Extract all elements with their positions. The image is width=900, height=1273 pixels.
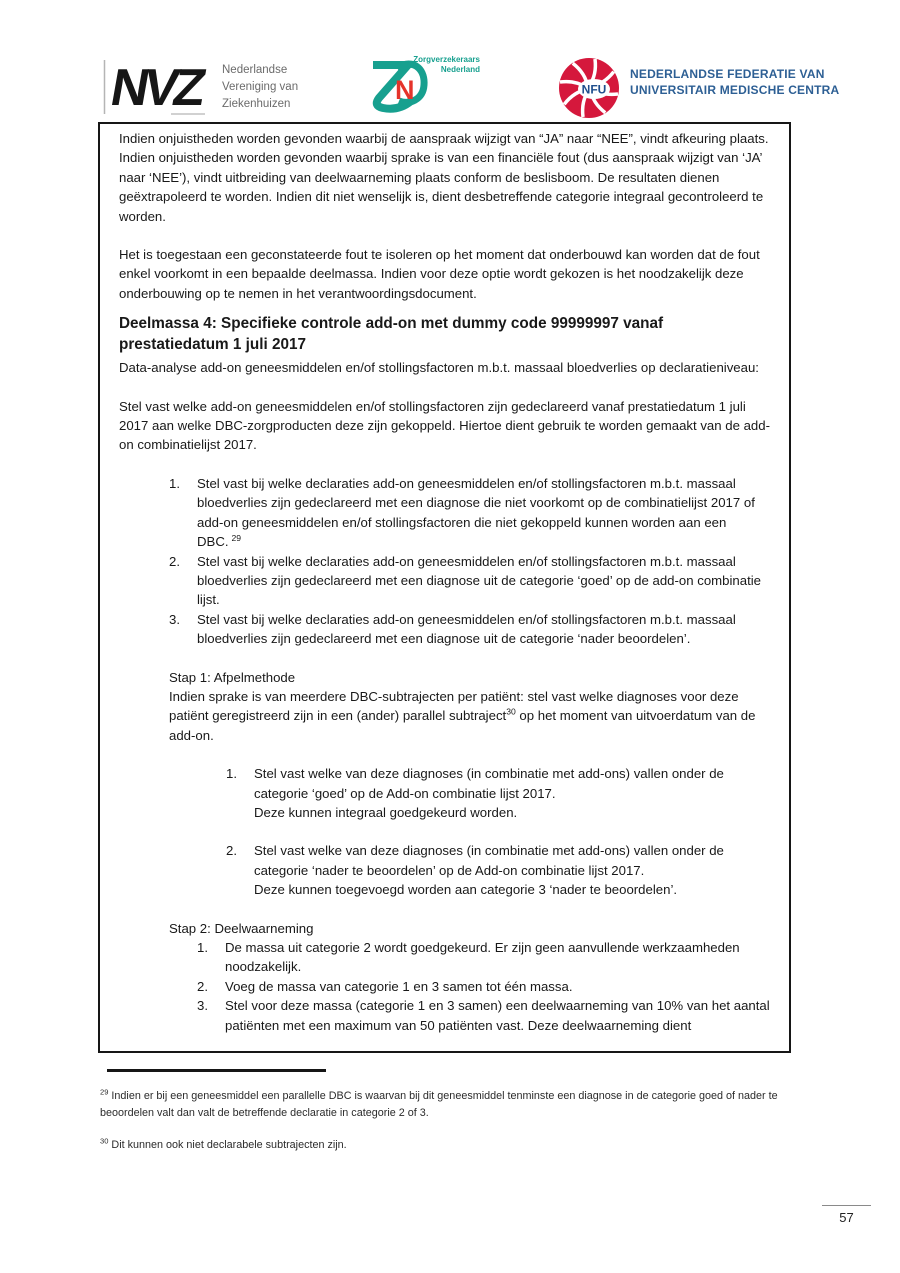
nfu-logo-icon [556,55,622,126]
list-item-note: Deze kunnen toegevoegd worden aan categorie 3 ‘nader te beoordelen’. [254,882,678,898]
list-item [226,764,773,822]
nvz-logo-icon [103,57,215,122]
footnote-29-text: Indien er bij een geneesmiddel een parallelle DBC is waarvan bij dit geneesmiddel tenminste een diagnose in de categorie goed of nader te beoordelen valt dan valt de betreffende declaratie in categorie 2 of 3. [100,1090,778,1119]
main-numbered-list [119,474,773,649]
nfu-mark-text: NFU [581,82,607,97]
footnote-ref-29: 29 [231,532,242,543]
step1-numbered-list [119,764,773,899]
step2-numbered-list [119,938,773,1035]
footnote-30-text: Dit kunnen ook niet declarabele subtrajecten zijn. [111,1139,347,1151]
step1-intro [169,687,773,745]
list-item [169,474,773,552]
paragraph-aanspraak: Indien onjuistheden worden gevonden waarbij de aanspraak wijzigt van “JA” naar “NEE”, vindt afkeuring plaats. Indien onjuistheden worden gevonden waarbij sprake is van een financiële fout (dus aanspraak wijzigt van ‘JA’ naar ‘NEE’), vindt uitbreiding van deelwaarneming plaats conform de beslisboom. De resultaten dienen geëxtrapoleerd te worden. Indien dit niet wenselijk is, dient desbetreffende categorie integraal gecontroleerd te worden. [119,131,769,224]
nfu-caption-line: NEDERLANDSE FEDERATIE VAN [630,67,825,81]
nvz-caption-line: Ziekenhuizen [222,98,291,110]
list-item-text: Stel vast welke van deze diagnoses (in combinatie met add-ons) vallen onder de categorie ‘goed’ op de Add-on combinatie lijst 2017. [254,766,724,801]
content-box [98,122,791,1053]
list-item-text: Stel voor deze massa (categorie 1 en 3 samen) een deelwaarneming van 10% van het aantal patiënten met een maximum van 50 patiënten vast. Deze deelwaarneming dient [225,998,770,1033]
footnote-29-marker: 29 [100,1087,109,1097]
list-item [197,977,773,996]
paragraph-data-analyse: Data-analyse add-on geneesmiddelen en/of stollingsfactoren m.b.t. massaal bloedverlies op declaratieniveau: [119,360,759,376]
list-item-number: 2. [169,553,180,569]
list-item [169,610,773,649]
list-item-text: Voeg de massa van categorie 1 en 3 samen tot één massa. [225,978,573,994]
list-item-number: 1. [226,766,237,782]
nfu-caption-line: UNIVERSITAIR MEDISCHE CENTRA [630,83,840,97]
list-item-number: 3. [197,998,208,1014]
list-item-text: Stel vast bij welke declaraties add-on geneesmiddelen en/of stollingsfactoren m.b.t. massaal bloedverlies zijn gedeclareerd met een diagnose die niet voorkomt op de combinatielijst 2017 of add-on geneesmiddelen en/of stollingsfactoren die niet gekoppeld kunnen worden aan een DBC. [197,475,755,550]
footnote-29 [100,1088,795,1122]
zn-logo-caption [400,55,480,75]
list-item-number: 1. [197,940,208,955]
nvz-mark-text: NVZ [106,59,206,117]
list-item-text: Stel vast bij welke declaraties add-on geneesmiddelen en/of stollingsfactoren m.b.t. massaal bloedverlies zijn gedeclareerd met een diagnose uit de categorie ‘goed’ op de add-on combinatie lijst. [197,553,762,608]
step1-intro-text-tail: op het moment van uitvoerdatum van de add-on. [169,708,756,743]
step2-title: Stap 2: Deelwaarneming [169,920,314,936]
list-item-number: 2. [197,978,208,994]
nvz-logo-caption [222,62,298,113]
list-item [197,938,773,977]
list-item [197,996,773,1035]
heading-deelmassa-4: Deelmassa 4: Specifieke controle add-on met dummy code 99999997 vanaf prestatiedatum 1 juli 2017 [119,315,664,353]
paragraph-isoleren: Het is toegestaan een geconstateerde fout te isoleren op het moment dat onderbouwd kan worden dat de fout enkel voorkomt in een bepaalde deelmassa. Indien voor deze optie wordt gekozen is het noodzakelijk deze onderbouwing op te nemen in het verantwoordingsdocument. [119,247,760,301]
nvz-caption-line: Vereniging van [222,81,299,93]
paragraph-stel-vast: Stel vast welke add-on geneesmiddelen en/of stollingsfactoren zijn gedeclareerd vanaf prestatiedatum 1 juli 2017 aan welke DBC-zorgproducten deze zijn gekoppeld. Hiertoe dient gebruik te worden gemaakt van de add-on combinatielijst 2017. [119,398,770,453]
list-item-text: Stel vast welke van deze diagnoses (in combinatie met add-ons) vallen onder de categorie ‘nader te beoordelen’ op de Add-on combinatie lijst 2017. [254,843,724,878]
list-item-text: Stel vast bij welke declaraties add-on geneesmiddelen en/of stollingsfactoren m.b.t. massaal bloedverlies zijn gedeclareerd met een diagnose uit de categorie ‘nader beoordelen’. [197,611,736,647]
footnote-30 [100,1137,795,1154]
footnote-ref-30: 30 [506,706,516,717]
footnotes [100,1088,795,1154]
zn-caption-line: Nederland [440,65,480,74]
list-item [169,552,773,610]
footnote-separator [107,1069,326,1072]
list-item-note: Deze kunnen integraal goedgekeurd worden. [254,804,518,820]
zn-mark-n: N [395,75,415,105]
footnote-30-marker: 30 [100,1136,109,1146]
nfu-logo-caption [630,66,839,98]
list-item-number: 2. [226,843,237,859]
step1-title: Stap 1: Afpelmethode [169,669,296,685]
page-number: 57 [839,1210,854,1225]
nvz-caption-line: Nederlandse [222,64,288,76]
zn-caption-line: Zorgverzekeraars [413,55,480,64]
list-item-number: 1. [169,475,180,491]
page-number-rule [822,1205,871,1206]
list-item [226,841,773,899]
list-item-text: De massa uit categorie 2 wordt goedgekeurd. Er zijn geen aanvullende werkzaamheden noodzakelijk. [225,940,740,975]
step1-intro-text: Indien sprake is van meerdere DBC-subtrajecten per patiënt: stel vast welke diagnoses voor deze patiënt geregistreerd zijn in een (ander) parallel subtraject [169,688,739,724]
list-item-number: 3. [169,611,180,627]
